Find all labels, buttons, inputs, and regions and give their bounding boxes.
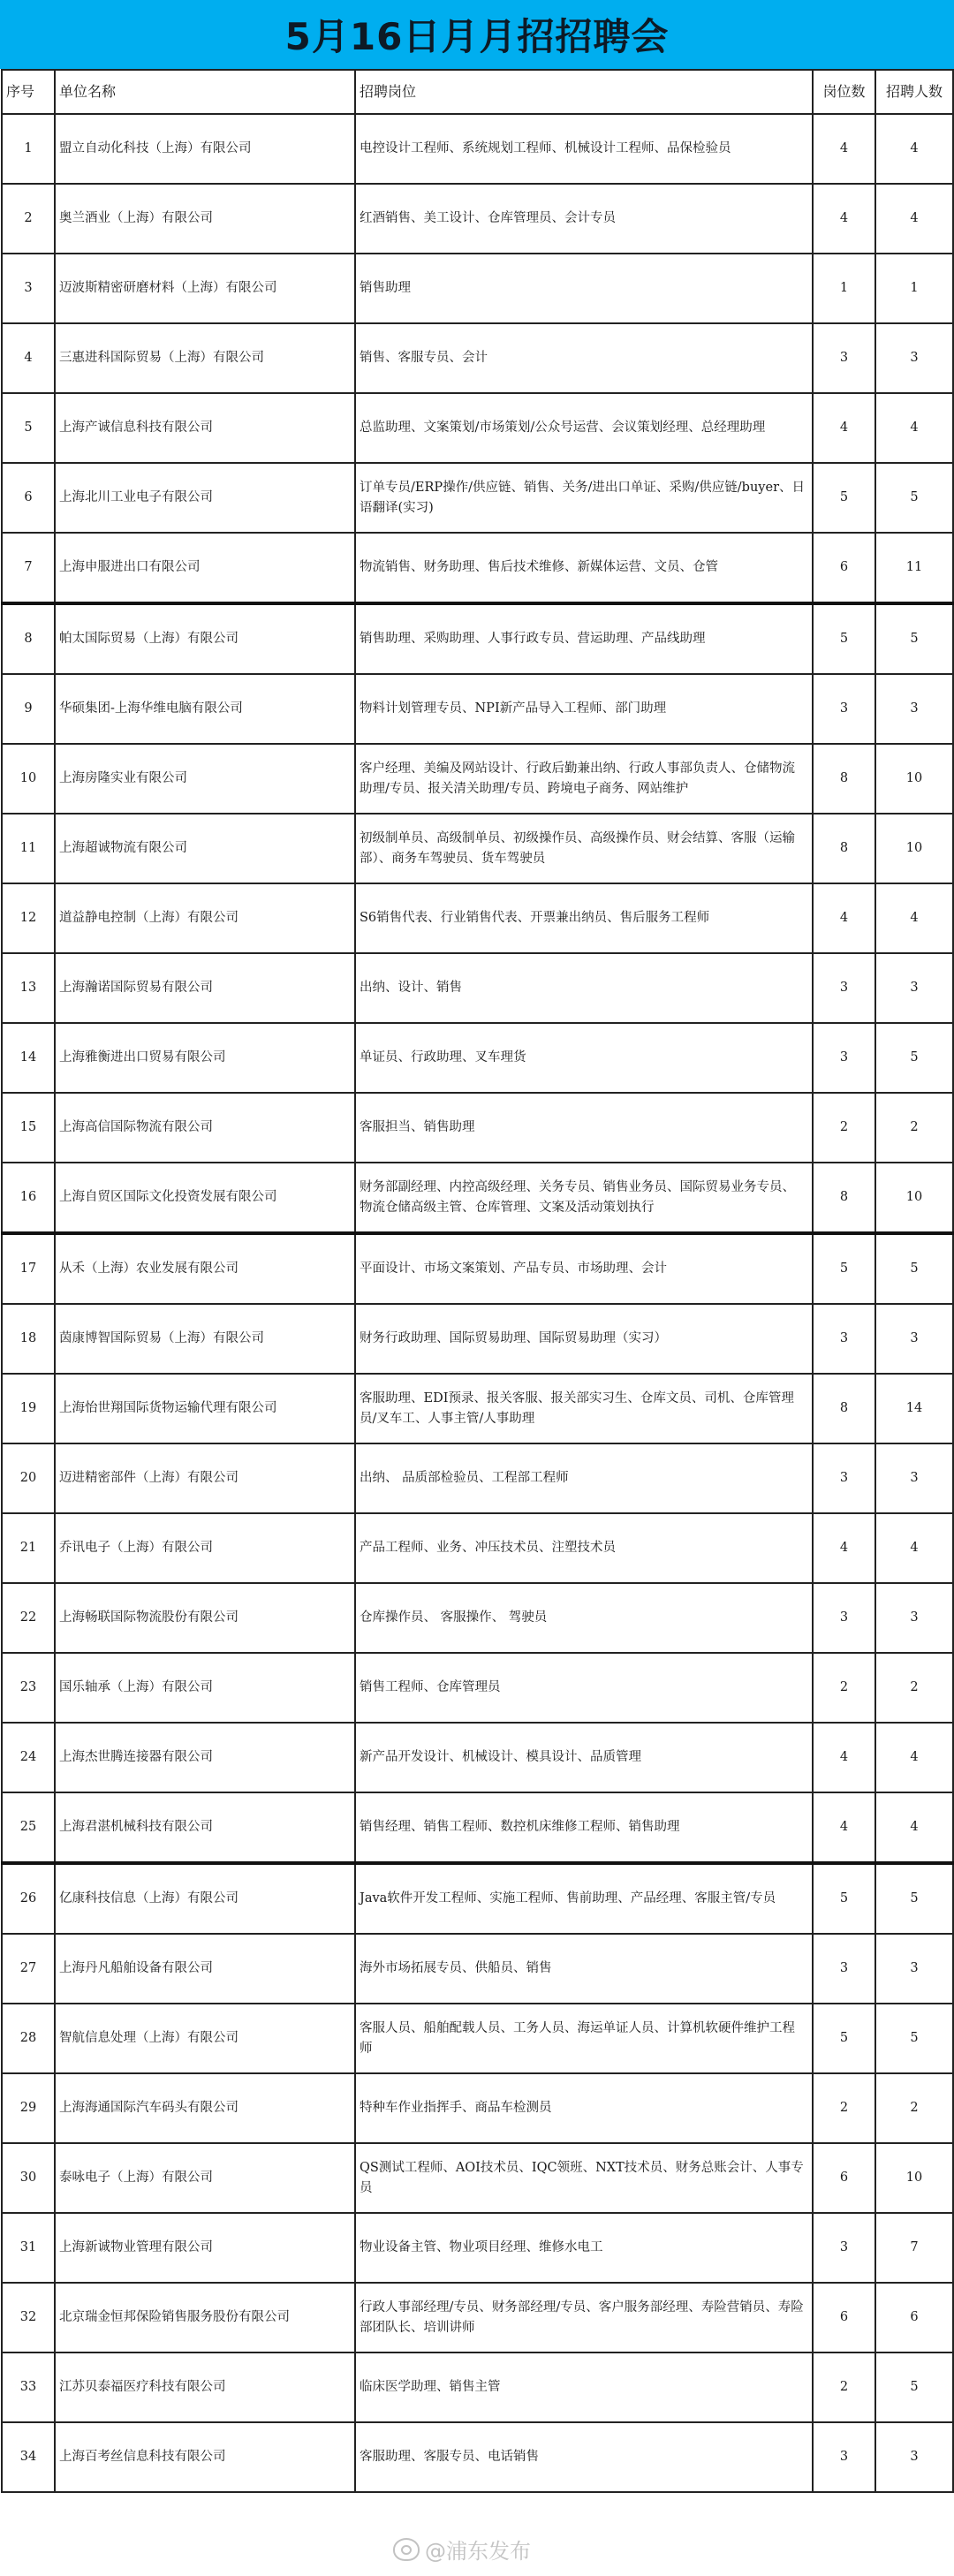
position-count: 4 xyxy=(813,883,875,953)
headcount: 3 xyxy=(875,1934,953,2004)
company-name: 上海产诚信息科技有限公司 xyxy=(55,393,355,463)
headcount: 4 xyxy=(875,1513,953,1583)
table-row xyxy=(2,2143,953,2213)
table-row xyxy=(2,1934,953,2004)
headcount: 5 xyxy=(875,2004,953,2073)
table-row xyxy=(2,883,953,953)
positions-list: Java软件开发工程师、实施工程师、售前助理、产品经理、客服主管/专员 xyxy=(355,1863,813,1934)
row-number: 1 xyxy=(2,114,55,184)
row-number: 26 xyxy=(2,1863,55,1934)
company-name: 上海申服进出口有限公司 xyxy=(55,533,355,603)
positions-list: 订单专员/ERP操作/供应链、销售、关务/进出口单证、采购/供应链/buyer、日语翻译(实习) xyxy=(355,463,813,533)
row-number: 15 xyxy=(2,1093,55,1163)
row-number: 9 xyxy=(2,674,55,744)
headcount: 4 xyxy=(875,184,953,254)
table-body xyxy=(2,114,953,2492)
headcount: 4 xyxy=(875,393,953,463)
row-number: 28 xyxy=(2,2004,55,2073)
positions-list: 客户经理、美编及网站设计、行政后勤兼出纳、行政人事部负责人、仓储物流助理/专员、报关清关助理/专员、跨境电子商务、网站维护 xyxy=(355,744,813,814)
positions-list: 客服人员、船舶配载人员、工务人员、海运单证人员、计算机软硬件维护工程师 xyxy=(355,2004,813,2073)
position-count: 4 xyxy=(813,1792,875,1863)
row-number: 30 xyxy=(2,2143,55,2213)
positions-list: 仓库操作员、 客服操作、 驾驶员 xyxy=(355,1583,813,1653)
positions-list: 行政人事部经理/专员、财务部经理/专员、客户服务部经理、寿险营销员、寿险部团队长、培训讲师 xyxy=(355,2283,813,2352)
table-row xyxy=(2,1583,953,1653)
row-number: 14 xyxy=(2,1023,55,1093)
position-count: 4 xyxy=(813,393,875,463)
table-row xyxy=(2,1863,953,1934)
row-number: 4 xyxy=(2,323,55,393)
company-name: 迈进精密部件（上海）有限公司 xyxy=(55,1443,355,1513)
positions-list: 平面设计、市场文案策划、产品专员、市场助理、会计 xyxy=(355,1233,813,1304)
positions-list: 出纳、设计、销售 xyxy=(355,953,813,1023)
company-name: 盟立自动化科技（上海）有限公司 xyxy=(55,114,355,184)
table-row xyxy=(2,1233,953,1304)
table-row xyxy=(2,393,953,463)
company-name: 迈波斯精密研磨材料（上海）有限公司 xyxy=(55,254,355,323)
company-name: 上海自贸区国际文化投资发展有限公司 xyxy=(55,1163,355,1233)
table-row xyxy=(2,814,953,883)
positions-list: 销售助理、采购助理、人事行政专员、营运助理、产品线助理 xyxy=(355,603,813,674)
position-count: 8 xyxy=(813,814,875,883)
row-number: 23 xyxy=(2,1653,55,1723)
positions-list: 电控设计工程师、系统规划工程师、机械设计工程师、品保检验员 xyxy=(355,114,813,184)
company-name: 江苏贝泰福医疗科技有限公司 xyxy=(55,2352,355,2422)
position-count: 5 xyxy=(813,463,875,533)
headcount: 11 xyxy=(875,533,953,603)
table-row xyxy=(2,1513,953,1583)
headcount: 5 xyxy=(875,603,953,674)
row-number: 24 xyxy=(2,1723,55,1792)
position-count: 5 xyxy=(813,603,875,674)
weibo-logo-icon xyxy=(393,2538,420,2561)
company-name: 上海新诚物业管理有限公司 xyxy=(55,2213,355,2283)
company-name: 茵康博智国际贸易（上海）有限公司 xyxy=(55,1304,355,1374)
positions-list: 物业设备主管、物业项目经理、维修水电工 xyxy=(355,2213,813,2283)
positions-list: 特种车作业指挥手、商品车检测员 xyxy=(355,2073,813,2143)
position-count: 6 xyxy=(813,2283,875,2352)
positions-list: 财务行政助理、国际贸易助理、国际贸易助理（实习） xyxy=(355,1304,813,1374)
column-header-headcount: 招聘人数 xyxy=(875,70,953,114)
row-number: 21 xyxy=(2,1513,55,1583)
company-name: 泰咏电子（上海）有限公司 xyxy=(55,2143,355,2213)
positions-list: S6销售代表、行业销售代表、开票兼出纳员、售后服务工程师 xyxy=(355,883,813,953)
row-number: 5 xyxy=(2,393,55,463)
positions-list: 销售助理 xyxy=(355,254,813,323)
position-count: 4 xyxy=(813,1513,875,1583)
headcount: 14 xyxy=(875,1374,953,1443)
row-number: 16 xyxy=(2,1163,55,1233)
position-count: 3 xyxy=(813,674,875,744)
row-number: 10 xyxy=(2,744,55,814)
table-row xyxy=(2,2213,953,2283)
position-count: 5 xyxy=(813,2004,875,2073)
company-name: 乔讯电子（上海）有限公司 xyxy=(55,1513,355,1583)
table-row xyxy=(2,603,953,674)
company-name: 北京瑞金恒邦保险销售服务股份有限公司 xyxy=(55,2283,355,2352)
table-row xyxy=(2,114,953,184)
position-count: 6 xyxy=(813,533,875,603)
table-row xyxy=(2,1653,953,1723)
company-name: 上海丹凡船舶设备有限公司 xyxy=(55,1934,355,2004)
headcount: 2 xyxy=(875,2073,953,2143)
headcount: 3 xyxy=(875,1304,953,1374)
positions-list: 物料计划管理专员、NPI新产品导入工程师、部门助理 xyxy=(355,674,813,744)
company-name: 上海畅联国际物流股份有限公司 xyxy=(55,1583,355,1653)
column-header-company: 单位名称 xyxy=(55,70,355,114)
position-count: 2 xyxy=(813,1093,875,1163)
position-count: 3 xyxy=(813,1934,875,2004)
position-count: 6 xyxy=(813,2143,875,2213)
headcount: 10 xyxy=(875,2143,953,2213)
row-number: 20 xyxy=(2,1443,55,1513)
headcount: 2 xyxy=(875,1093,953,1163)
row-number: 25 xyxy=(2,1792,55,1863)
row-number: 31 xyxy=(2,2213,55,2283)
positions-list: QS测试工程师、AOI技术员、IQC领班、NXT技术员、财务总账会计、人事专员 xyxy=(355,2143,813,2213)
company-name: 上海雅衡进出口贸易有限公司 xyxy=(55,1023,355,1093)
table-row xyxy=(2,953,953,1023)
page-title: 5月16日月月招招聘会 xyxy=(284,15,670,58)
company-name: 奥兰酒业（上海）有限公司 xyxy=(55,184,355,254)
row-number: 18 xyxy=(2,1304,55,1374)
table-row xyxy=(2,744,953,814)
position-count: 4 xyxy=(813,184,875,254)
positions-list: 客服助理、客服专员、电话销售 xyxy=(355,2422,813,2492)
headcount: 2 xyxy=(875,1653,953,1723)
table-row xyxy=(2,184,953,254)
positions-list: 物流销售、财务助理、售后技术维修、新媒体运营、文员、仓管 xyxy=(355,533,813,603)
headcount: 5 xyxy=(875,1023,953,1093)
headcount: 4 xyxy=(875,1723,953,1792)
row-number: 12 xyxy=(2,883,55,953)
position-count: 2 xyxy=(813,2073,875,2143)
table-row xyxy=(2,323,953,393)
row-number: 29 xyxy=(2,2073,55,2143)
table-row xyxy=(2,2352,953,2422)
table-row xyxy=(2,2422,953,2492)
row-number: 11 xyxy=(2,814,55,883)
headcount: 3 xyxy=(875,323,953,393)
position-count: 3 xyxy=(813,323,875,393)
headcount: 5 xyxy=(875,2352,953,2422)
table-row xyxy=(2,1443,953,1513)
position-count: 2 xyxy=(813,1653,875,1723)
company-name: 上海海通国际汽车码头有限公司 xyxy=(55,2073,355,2143)
watermark-text: @浦东发布 xyxy=(425,2539,531,2564)
row-number: 22 xyxy=(2,1583,55,1653)
table-row xyxy=(2,533,953,603)
table-row xyxy=(2,2073,953,2143)
watermark xyxy=(393,2534,531,2565)
row-number: 32 xyxy=(2,2283,55,2352)
company-name: 上海君湛机械科技有限公司 xyxy=(55,1792,355,1863)
position-count: 4 xyxy=(813,114,875,184)
column-header-positions: 招聘岗位 xyxy=(355,70,813,114)
row-number: 33 xyxy=(2,2352,55,2422)
positions-list: 初级制单员、高级制单员、初级操作员、高级操作员、财会结算、客服（运输部）、商务车驾驶员、货车驾驶员 xyxy=(355,814,813,883)
company-name: 亿康科技信息（上海）有限公司 xyxy=(55,1863,355,1934)
headcount: 4 xyxy=(875,883,953,953)
row-number: 34 xyxy=(2,2422,55,2492)
table-row xyxy=(2,1093,953,1163)
row-number: 7 xyxy=(2,533,55,603)
headcount: 10 xyxy=(875,1163,953,1233)
column-header-position-count: 岗位数 xyxy=(813,70,875,114)
positions-list: 新产品开发设计、机械设计、模具设计、品质管理 xyxy=(355,1723,813,1792)
position-count: 3 xyxy=(813,1304,875,1374)
column-header-no: 序号 xyxy=(2,70,55,114)
company-name: 上海瀚诺国际贸易有限公司 xyxy=(55,953,355,1023)
row-number: 13 xyxy=(2,953,55,1023)
position-count: 3 xyxy=(813,1583,875,1653)
table-row xyxy=(2,463,953,533)
positions-list: 销售工程师、仓库管理员 xyxy=(355,1653,813,1723)
row-number: 3 xyxy=(2,254,55,323)
company-name: 从禾（上海）农业发展有限公司 xyxy=(55,1233,355,1304)
headcount: 4 xyxy=(875,114,953,184)
company-name: 三惠进科国际贸易（上海）有限公司 xyxy=(55,323,355,393)
positions-list: 总监助理、文案策划/市场策划/公众号运营、会议策划经理、总经理助理 xyxy=(355,393,813,463)
row-number: 19 xyxy=(2,1374,55,1443)
table-row xyxy=(2,1163,953,1233)
positions-list: 出纳、 品质部检验员、工程部工程师 xyxy=(355,1443,813,1513)
position-count: 4 xyxy=(813,1723,875,1792)
positions-list: 海外市场拓展专员、供船员、销售 xyxy=(355,1934,813,2004)
positions-list: 产品工程师、业务、冲压技术员、注塑技术员 xyxy=(355,1513,813,1583)
headcount: 3 xyxy=(875,674,953,744)
company-name: 上海怡世翔国际货物运输代理有限公司 xyxy=(55,1374,355,1443)
company-name: 上海百考丝信息科技有限公司 xyxy=(55,2422,355,2492)
job-fair-table xyxy=(1,69,954,2493)
company-name: 上海房隆实业有限公司 xyxy=(55,744,355,814)
table-row xyxy=(2,2283,953,2352)
table-row xyxy=(2,1023,953,1093)
row-number: 17 xyxy=(2,1233,55,1304)
company-name: 国乐轴承（上海）有限公司 xyxy=(55,1653,355,1723)
company-name: 上海超诚物流有限公司 xyxy=(55,814,355,883)
headcount: 5 xyxy=(875,1863,953,1934)
positions-list: 临床医学助理、销售主管 xyxy=(355,2352,813,2422)
positions-list: 销售经理、销售工程师、数控机床维修工程师、销售助理 xyxy=(355,1792,813,1863)
company-name: 智航信息处理（上海）有限公司 xyxy=(55,2004,355,2073)
headcount: 4 xyxy=(875,1792,953,1863)
headcount: 10 xyxy=(875,744,953,814)
position-count: 8 xyxy=(813,744,875,814)
headcount: 6 xyxy=(875,2283,953,2352)
position-count: 1 xyxy=(813,254,875,323)
table-row xyxy=(2,2004,953,2073)
positions-list: 红酒销售、美工设计、仓库管理员、会计专员 xyxy=(355,184,813,254)
position-count: 3 xyxy=(813,2422,875,2492)
table-row xyxy=(2,1723,953,1792)
row-number: 2 xyxy=(2,184,55,254)
position-count: 3 xyxy=(813,953,875,1023)
table-row xyxy=(2,674,953,744)
headcount: 5 xyxy=(875,463,953,533)
headcount: 3 xyxy=(875,1583,953,1653)
position-count: 5 xyxy=(813,1863,875,1934)
position-count: 3 xyxy=(813,1443,875,1513)
row-number: 27 xyxy=(2,1934,55,2004)
headcount: 3 xyxy=(875,953,953,1023)
title-banner xyxy=(0,0,954,69)
headcount: 5 xyxy=(875,1233,953,1304)
headcount: 7 xyxy=(875,2213,953,2283)
positions-list: 客服担当、销售助理 xyxy=(355,1093,813,1163)
headcount: 1 xyxy=(875,254,953,323)
table-row xyxy=(2,1304,953,1374)
company-name: 上海北川工业电子有限公司 xyxy=(55,463,355,533)
company-name: 华硕集团-上海华维电脑有限公司 xyxy=(55,674,355,744)
company-name: 帕太国际贸易（上海）有限公司 xyxy=(55,603,355,674)
table-row xyxy=(2,1792,953,1863)
headcount: 3 xyxy=(875,1443,953,1513)
company-name: 道益静电控制（上海）有限公司 xyxy=(55,883,355,953)
position-count: 3 xyxy=(813,2213,875,2283)
table-row xyxy=(2,254,953,323)
positions-list: 单证员、行政助理、叉车理货 xyxy=(355,1023,813,1093)
company-name: 上海高信国际物流有限公司 xyxy=(55,1093,355,1163)
position-count: 3 xyxy=(813,1023,875,1093)
headcount: 10 xyxy=(875,814,953,883)
company-name: 上海杰世腾连接器有限公司 xyxy=(55,1723,355,1792)
position-count: 8 xyxy=(813,1374,875,1443)
positions-list: 客服助理、EDI预录、报关客服、报关部实习生、仓库文员、司机、仓库管理员/叉车工、人事主管/人事助理 xyxy=(355,1374,813,1443)
positions-list: 销售、客服专员、会计 xyxy=(355,323,813,393)
position-count: 8 xyxy=(813,1163,875,1233)
position-count: 5 xyxy=(813,1233,875,1304)
headcount: 3 xyxy=(875,2422,953,2492)
row-number: 8 xyxy=(2,603,55,674)
table-header-row xyxy=(2,70,953,114)
position-count: 2 xyxy=(813,2352,875,2422)
table-row xyxy=(2,1374,953,1443)
positions-list: 财务部副经理、内控高级经理、关务专员、销售业务员、国际贸易业务专员、物流仓储高级主管、仓库管理、文案及活动策划执行 xyxy=(355,1163,813,1233)
row-number: 6 xyxy=(2,463,55,533)
